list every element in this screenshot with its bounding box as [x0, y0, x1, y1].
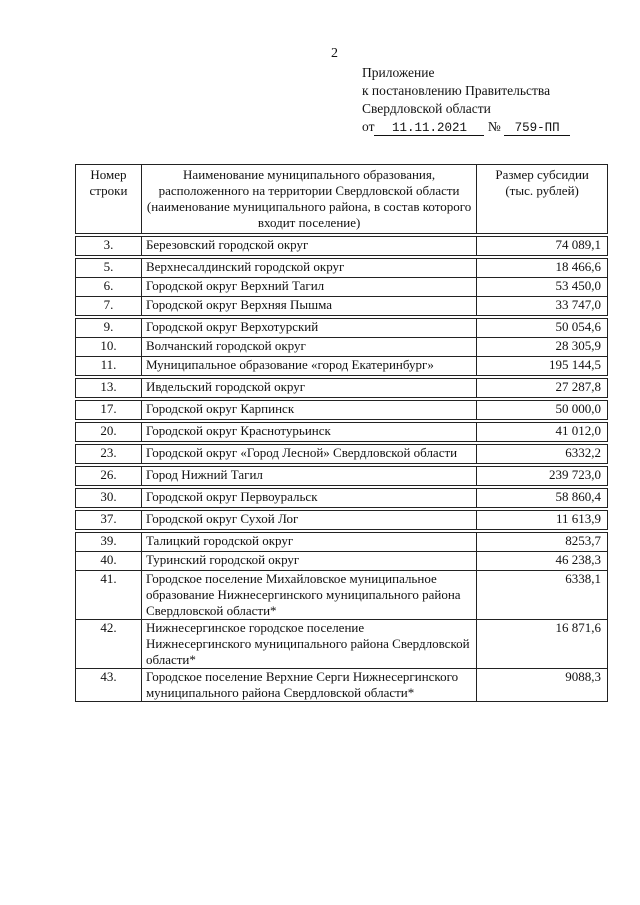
subsidy-amount: 11 613,9: [477, 511, 608, 530]
row-number: 26.: [76, 467, 142, 486]
municipality-name: Нижнесергинское городское поселение Нижнесергинского муниципального района Свердловской области*: [141, 620, 476, 669]
municipality-name: Городской округ Первоуральск: [141, 489, 476, 508]
subsidy-amount: 239 723,0: [477, 467, 608, 486]
subsidy-amount: 46 238,3: [477, 552, 608, 571]
table-row: [76, 511, 608, 530]
subsidy-amount: 74 089,1: [477, 237, 608, 256]
table-row: [76, 319, 608, 338]
table-row: [76, 237, 608, 256]
municipality-name: Город Нижний Тагил: [141, 467, 476, 486]
table-row: [76, 338, 608, 357]
table-header-row: [76, 165, 608, 234]
table-row: [76, 552, 608, 571]
municipality-name: Городской округ Верхотурский: [141, 319, 476, 338]
appendix-date-line: [362, 118, 570, 136]
appendix-region: Свердловской области: [362, 101, 491, 116]
row-number: 17.: [76, 401, 142, 420]
appendix-reference: к постановлению Правительства: [362, 83, 551, 98]
resolution-date: 11.11.2021: [374, 121, 484, 136]
table-row: [76, 571, 608, 620]
subsidy-amount: 50 000,0: [477, 401, 608, 420]
row-number: 37.: [76, 511, 142, 530]
subsidy-amount: 18 466,6: [477, 259, 608, 278]
subsidy-amount: 27 287,8: [477, 379, 608, 398]
table-row: [76, 259, 608, 278]
municipality-name: Городское поселение Верхние Серги Нижнесергинского муниципального района Свердловской области*: [141, 669, 476, 702]
page-number: 2: [331, 46, 338, 61]
row-number: 39.: [76, 533, 142, 552]
table-row: [76, 423, 608, 442]
subsidy-amount: 28 305,9: [477, 338, 608, 357]
appendix-header: [362, 64, 570, 136]
municipality-name: Городской округ «Город Лесной» Свердловской области: [141, 445, 476, 464]
municipality-name: Ивдельский городской округ: [141, 379, 476, 398]
table-row: [76, 620, 608, 669]
subsidy-amount: 50 054,6: [477, 319, 608, 338]
municipality-name: Березовский городской округ: [141, 237, 476, 256]
subsidy-amount: 53 450,0: [477, 278, 608, 297]
municipality-name: Туринский городской округ: [141, 552, 476, 571]
header-subsidy: Размер субсидии (тыс. рублей): [477, 165, 608, 234]
municipality-name: Городской округ Верхняя Пышма: [141, 297, 476, 316]
table-row: [76, 379, 608, 398]
table-row: [76, 533, 608, 552]
table-row: [76, 401, 608, 420]
municipality-name: Городской округ Сухой Лог: [141, 511, 476, 530]
subsidy-amount: 195 144,5: [477, 357, 608, 376]
subsidy-amount: 6332,2: [477, 445, 608, 464]
row-number: 10.: [76, 338, 142, 357]
table-row: [76, 357, 608, 376]
row-number: 43.: [76, 669, 142, 702]
municipality-name: Муниципальное образование «город Екатеринбург»: [141, 357, 476, 376]
table-row: [76, 467, 608, 486]
table-row: [76, 297, 608, 316]
number-label: №: [487, 119, 501, 134]
subsidy-amount: 8253,7: [477, 533, 608, 552]
subsidy-table: [75, 164, 608, 702]
municipality-name: Городской округ Краснотурьинск: [141, 423, 476, 442]
appendix-title: Приложение: [362, 65, 435, 80]
subsidy-amount: 33 747,0: [477, 297, 608, 316]
municipality-name: Городской округ Верхний Тагил: [141, 278, 476, 297]
row-number: 20.: [76, 423, 142, 442]
header-row-number: Номер строки: [76, 165, 142, 234]
municipality-name: Волчанский городской округ: [141, 338, 476, 357]
subsidy-amount: 9088,3: [477, 669, 608, 702]
row-number: 40.: [76, 552, 142, 571]
municipality-name: Верхнесалдинский городской округ: [141, 259, 476, 278]
table-body: [76, 234, 608, 702]
table-row: [76, 489, 608, 508]
subsidy-amount: 58 860,4: [477, 489, 608, 508]
row-number: 23.: [76, 445, 142, 464]
subsidy-amount: 41 012,0: [477, 423, 608, 442]
row-number: 7.: [76, 297, 142, 316]
subsidy-amount: 16 871,6: [477, 620, 608, 669]
header-municipality: Наименование муниципального образования, расположенного на территории Свердловской области (наименование муниципального района, в состав которого входит поселение): [141, 165, 476, 234]
from-label: от: [362, 119, 375, 134]
table-row: [76, 278, 608, 297]
municipality-name: Городской округ Карпинск: [141, 401, 476, 420]
row-number: 6.: [76, 278, 142, 297]
row-number: 9.: [76, 319, 142, 338]
row-number: 3.: [76, 237, 142, 256]
row-number: 41.: [76, 571, 142, 620]
row-number: 11.: [76, 357, 142, 376]
table-row: [76, 669, 608, 702]
row-number: 13.: [76, 379, 142, 398]
municipality-name: Городское поселение Михайловское муниципальное образование Нижнесергинского муниципального района Свердловской области*: [141, 571, 476, 620]
municipality-name: Талицкий городской округ: [141, 533, 476, 552]
row-number: 42.: [76, 620, 142, 669]
table-row: [76, 445, 608, 464]
subsidy-amount: 6338,1: [477, 571, 608, 620]
resolution-number: 759-ПП: [504, 121, 570, 136]
row-number: 30.: [76, 489, 142, 508]
row-number: 5.: [76, 259, 142, 278]
